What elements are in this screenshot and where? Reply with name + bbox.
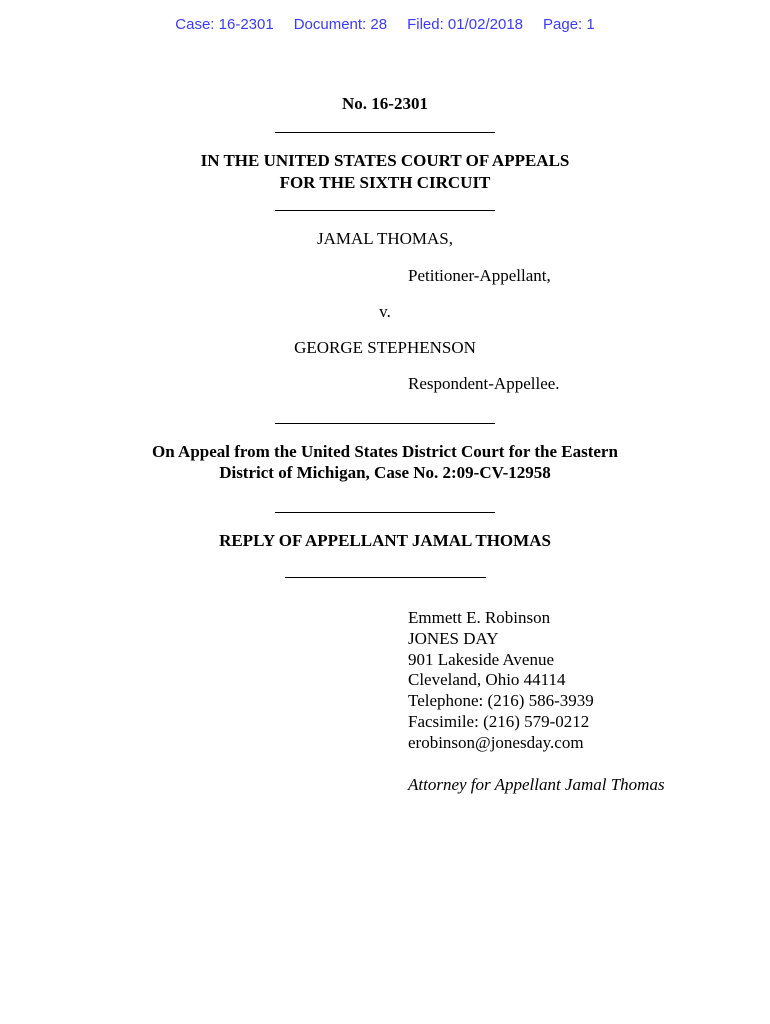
counsel-email: erobinson@jonesday.com [408, 733, 584, 752]
filing-stamp [0, 16, 770, 33]
counsel-address1: 901 Lakeside Avenue [408, 650, 555, 669]
appeal-line2: District of Michigan, Case No. 2:09-CV-12958 [219, 463, 551, 482]
counsel-signature-line: Attorney for Appellant Jamal Thomas [408, 775, 665, 794]
court-name-line1: IN THE UNITED STATES COURT OF APPEALS [200, 151, 570, 170]
stamp-page: Page: 1 [543, 16, 595, 33]
divider [285, 577, 486, 578]
document-title: REPLY OF APPELLANT JAMAL THOMAS [219, 531, 551, 550]
counsel-name: Emmett E. Robinson [408, 608, 551, 627]
stamp-filed: Filed: 01/02/2018 [407, 16, 523, 33]
respondent-role: Respondent-Appellee. [408, 374, 560, 393]
respondent-name: GEORGE STEPHENSON [294, 338, 476, 357]
counsel-facsimile: Facsimile: (216) 579-0212 [408, 712, 590, 731]
counsel-address2: Cleveland, Ohio 44114 [408, 670, 566, 689]
counsel-firm: JONES DAY [408, 629, 499, 648]
docket-number: No. 16-2301 [342, 94, 428, 113]
divider [275, 132, 495, 133]
divider [275, 512, 495, 513]
stamp-case: Case: 16-2301 [175, 16, 274, 33]
petitioner-name: JAMAL THOMAS, [316, 229, 454, 248]
court-name-line2: FOR THE SIXTH CIRCUIT [279, 173, 491, 192]
appeal-line1: On Appeal from the United States District Court for the Eastern [152, 442, 618, 461]
counsel-telephone: Telephone: (216) 586-3939 [408, 691, 594, 710]
petitioner-role: Petitioner-Appellant, [408, 266, 551, 285]
versus: v. [379, 302, 391, 321]
stamp-document: Document: 28 [293, 16, 388, 33]
divider [275, 423, 495, 424]
divider [275, 210, 495, 211]
